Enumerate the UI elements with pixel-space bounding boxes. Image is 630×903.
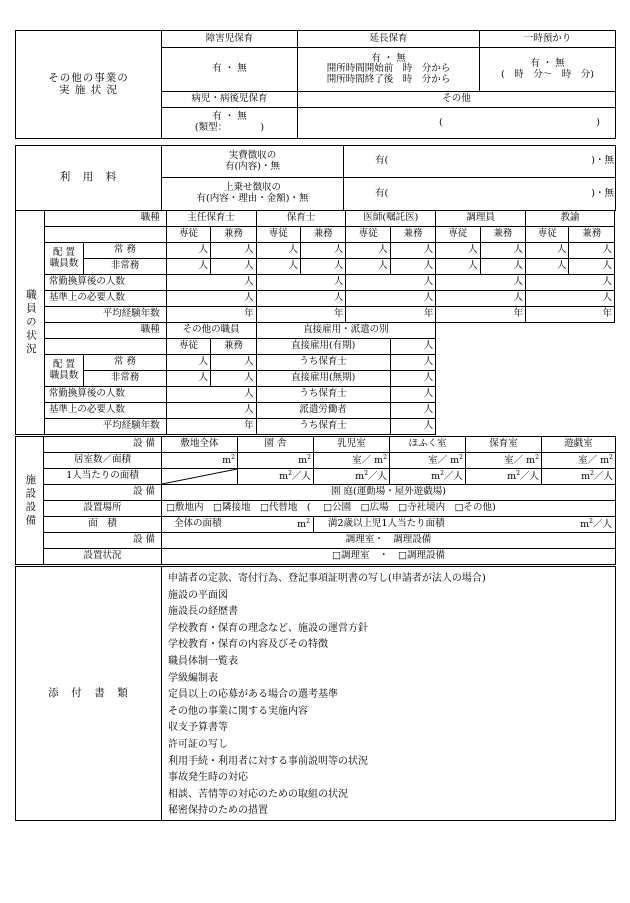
staff-side-label: 職員の状況 bbox=[16, 211, 45, 435]
header-sick-child-care: 病児・病後児保育 bbox=[162, 92, 298, 108]
staff-section: 職員の状況 職種 主任保育士 保育士 医師(嘱託医) 調理員 教諭 専従 兼務 専従 兼務 専従 兼務 専従 兼務 専従 兼務 配 置 職員数 常 務 人 人 人 人 人 人 人 人 人 人 非常務 人 人 人 人 人 人 人 人 人 人 常勤換算後の人数 人 人 人 人 人 基準上の必要人数 人 人 人 人 人 平均経験年数 年 年 年 年 年 職種 その他の職員 直接雇用・派遣の別 専従 兼務 直接雇用(有期) 人 配 置 職員数 常 務 人 人 うち保育士 人 非常務 人 人 直接雇用(無期) 人 常勤換算後の人数 人 うち保育士 人 基準上の必要人数 人 派遣労働者 人 平均経験年数 年 うち保育士 人 bbox=[15, 210, 615, 435]
garden-header: 園 庭(運動場・屋外遊戯場) bbox=[162, 485, 616, 501]
temporary-care-value: 有 ・ 無 ( 時 分〜 時 分) bbox=[480, 48, 616, 92]
jobs-label: 職種 bbox=[44, 211, 166, 227]
kitchen-options: □調理室 ・ □調理設備 bbox=[162, 549, 616, 565]
direct-dispatch-header: 直接雇用・派遣の別 bbox=[256, 323, 436, 339]
attachments-label: 添 付 書 類 bbox=[16, 567, 162, 821]
attachment-item: 許可証の写し bbox=[168, 738, 228, 750]
sick-child-care-value: 有 ・ 無 (類型： ) bbox=[162, 108, 298, 139]
header-temporary-care: 一時預かり bbox=[480, 31, 616, 48]
application-form bbox=[15, 30, 615, 817]
attachment-item: 定員以上の応募がある場合の選考基準 bbox=[168, 689, 338, 701]
attachment-item: 学校教育・保育の内容及びその特徴 bbox=[168, 639, 328, 651]
garden-place-options: □敷地内 □隣接地 □代替地 ( □公園 □広場 □寺社境内 □その他) bbox=[162, 501, 616, 517]
other-value: ( ) bbox=[298, 108, 616, 139]
job-teacher: 教諭 bbox=[526, 211, 615, 227]
attachment-item: 収支予算書等 bbox=[168, 722, 228, 734]
attachment-item: その他の事業に関する実施内容 bbox=[168, 705, 308, 717]
other-services-section bbox=[15, 30, 615, 139]
facility-side-label: 施設設備 bbox=[16, 437, 44, 565]
other-services-label: その他の事業の 実 施 状 況 bbox=[16, 31, 162, 139]
attachment-item: 事故発生時の対応 bbox=[168, 772, 248, 784]
attachment-item: 相談、苦情等の対応のための取組の状況 bbox=[168, 788, 348, 800]
attachments-list bbox=[162, 567, 616, 821]
attachment-item: 職員体制一覧表 bbox=[168, 655, 238, 667]
attachment-item: 学校教育・保育の理念など、施設の運営方針 bbox=[168, 622, 368, 634]
surcharge-question: 上乗せ徴収の 有(内容・理由・金額)・無 bbox=[162, 178, 344, 211]
kitchen-header: 調理室・ 調理設備 bbox=[162, 533, 616, 549]
surcharge-answer: 有( )・無 bbox=[344, 178, 616, 211]
header-extended-care: 延長保育 bbox=[298, 31, 480, 48]
attachment-item: 利用手続・利用者に対する事前説明等の状況 bbox=[168, 755, 368, 767]
attachment-item: 申請者の定款、寄付行為、登記事項証明書の写し(申請者が法人の場合) bbox=[168, 573, 486, 584]
fee-section bbox=[15, 145, 615, 211]
header-other: その他 bbox=[298, 92, 616, 108]
other-staff-header: その他の職員 bbox=[166, 323, 256, 339]
actual-cost-question: 実費徴収の 有(内容)・無 bbox=[162, 146, 344, 178]
attachment-item: 施設長の経歴書 bbox=[168, 606, 238, 618]
job-chief-nurse: 主任保育士 bbox=[166, 211, 256, 227]
disabled-care-value: 有 ・ 無 bbox=[162, 48, 298, 92]
attachment-item: 秘密保持のための措置 bbox=[168, 805, 268, 817]
attachments-section bbox=[15, 566, 615, 821]
header-disabled-care: 障害児保育 bbox=[162, 31, 298, 48]
job-doctor: 医師(嘱託医) bbox=[346, 211, 436, 227]
attachment-item: 学級編制表 bbox=[168, 672, 218, 684]
job-nurse: 保育士 bbox=[256, 211, 346, 227]
job-cook: 調理員 bbox=[436, 211, 526, 227]
actual-cost-answer: 有( )・無 bbox=[344, 146, 616, 178]
extended-care-value: 有 ・ 無 開所時間開始前 時 分から 開所時間終了後 時 分から bbox=[298, 48, 480, 92]
facility-section: 施設設備 設 備 敷地全体 園 舎 乳児室 ほふく室 保育室 遊戯室 居室数／面積 $m^2$ $m^2$ 室／ $m^2$ 室／ $m^2$ 室／ $m^2$ 室／ $m^2$ 1人当たりの面積 $m^2/$人 $m^2/$人 $m^2/$人 $m^2/$人 $m^2/$人 設 備 園 庭(運動場・屋外遊戯場) 設置場所 □敷地内 □隣接地 □代替地 ( □公園 □広場 □寺社境内 □その他) 面 積 全体の面積 $m^2$ 満2歳以上児1人当たり面積 $m^2/$人 設 備 調理室・ 調理設備 設置状況 □調理室 ・ □調理設備 bbox=[15, 436, 615, 565]
attachment-item: 施設の平面図 bbox=[168, 589, 228, 601]
assign-label: 配 置 職員数 bbox=[44, 243, 83, 275]
fee-label: 利 用 料 bbox=[16, 146, 162, 211]
